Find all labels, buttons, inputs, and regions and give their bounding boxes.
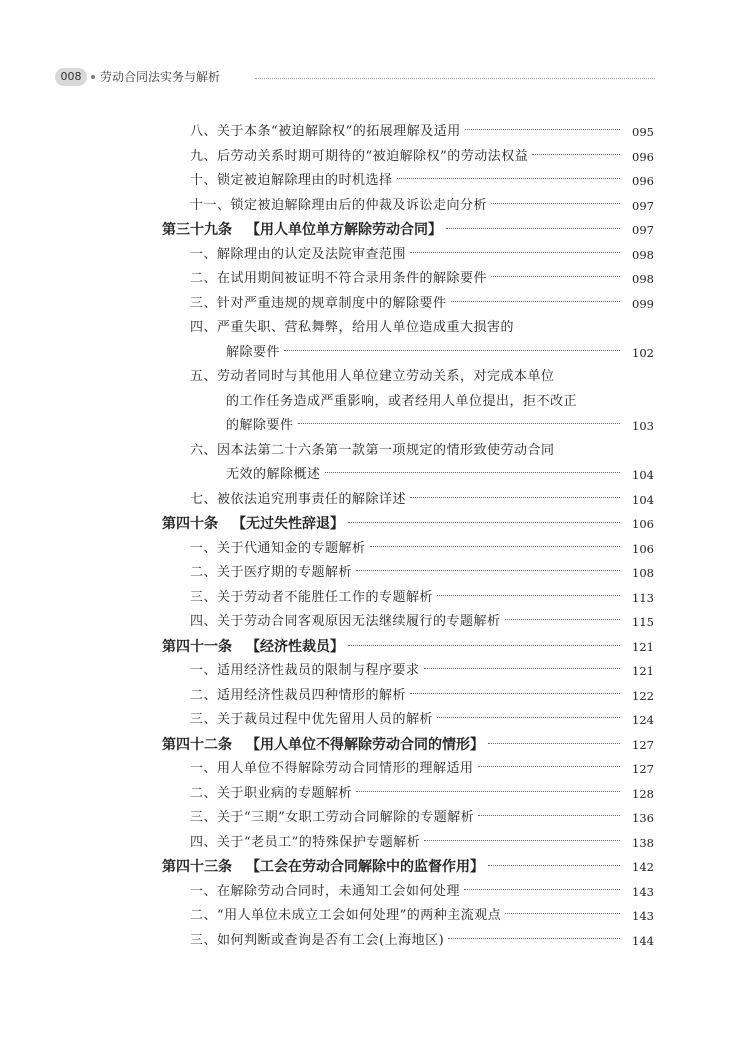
toc-section-entry[interactable] bbox=[0, 880, 654, 905]
header-bullet-icon bbox=[91, 75, 95, 79]
chapter-title: 【无过失性辞退】 bbox=[232, 516, 344, 532]
section-title: 六、因本法第二十六条第一款第一项规定的情形致使劳动合同 bbox=[190, 442, 555, 458]
page-ref: 127 bbox=[632, 762, 654, 776]
toc-section-entry[interactable] bbox=[0, 439, 624, 464]
page-ref: 113 bbox=[632, 590, 654, 605]
section-title: 四、严重失职、营私舞弊，给用人单位造成重大损害的 bbox=[190, 320, 515, 335]
toc-section-entry[interactable] bbox=[0, 757, 654, 782]
leader-dots bbox=[356, 791, 620, 792]
section-title: 四、关于劳动合同客观原因无法继续履行的专题解析 bbox=[190, 614, 501, 629]
leader-dots bbox=[491, 203, 620, 204]
section-title: 的解除要件 bbox=[226, 418, 294, 433]
page-ref: 104 bbox=[632, 468, 654, 482]
running-header bbox=[55, 66, 655, 90]
chapter-title: 【经济性裁员】 bbox=[246, 638, 344, 655]
toc-section-entry[interactable] bbox=[0, 365, 624, 390]
leader-dots bbox=[488, 865, 620, 866]
section-title: 十一、锁定被迫解除理由后的仲裁及诉讼走向分析 bbox=[190, 197, 488, 213]
leader-dots bbox=[437, 717, 620, 718]
page-ref: 096 bbox=[632, 149, 654, 164]
leader-dots bbox=[451, 301, 620, 302]
page-ref: 096 bbox=[632, 174, 654, 188]
page-ref: 108 bbox=[632, 566, 654, 580]
leader-dots bbox=[370, 546, 620, 547]
leader-dots bbox=[532, 154, 620, 155]
chapter-number: 第四十二条 bbox=[162, 736, 232, 753]
toc-section-entry[interactable] bbox=[0, 831, 654, 856]
header-divider bbox=[255, 78, 655, 79]
section-title: 的工作任务造成严重影响，或者经用人单位提出，拒不改正 bbox=[226, 393, 578, 409]
page-ref: 127 bbox=[632, 737, 654, 752]
toc-chapter-entry[interactable] bbox=[0, 733, 654, 758]
section-title: 五、劳动者同时与其他用人单位建立劳动关系，对完成本单位 bbox=[190, 369, 555, 384]
toc-section-continuation bbox=[0, 414, 654, 439]
page-ref: 115 bbox=[632, 615, 654, 629]
chapter-number: 第四十三条 bbox=[162, 859, 232, 875]
chapter-title: 【用人单位不得解除劳动合同的情形】 bbox=[246, 736, 484, 753]
section-title: 一、解除理由的认定及法院审查范围 bbox=[190, 246, 407, 262]
page-ref: 106 bbox=[632, 517, 654, 531]
leader-dots bbox=[446, 228, 620, 229]
section-title: 一、用人单位不得解除劳动合同情形的理解适用 bbox=[190, 761, 474, 776]
toc-section-entry[interactable] bbox=[0, 684, 654, 709]
section-title: 九、后劳动关系时期可期待的“被迫解除权”的劳动法权益 bbox=[190, 148, 529, 164]
toc-section-entry[interactable] bbox=[0, 267, 654, 292]
page-ref: 121 bbox=[632, 664, 654, 678]
leader-dots bbox=[465, 129, 620, 130]
leader-dots bbox=[284, 350, 620, 351]
section-title: 三、如何判断或查询是否有工会(上海地区) bbox=[190, 932, 445, 948]
toc-section-entry[interactable] bbox=[0, 659, 654, 684]
section-title: 七、被依法追究刑事责任的解除详述 bbox=[190, 491, 407, 507]
section-title: 三、关于裁员过程中优先留用人员的解析 bbox=[190, 712, 434, 727]
section-title: 三、针对严重违规的规章制度中的解除要件 bbox=[190, 295, 447, 311]
chapter-number: 第四十一条 bbox=[162, 638, 232, 655]
toc-chapter-entry[interactable] bbox=[0, 218, 654, 243]
section-title: 三、关于劳动者不能胜任工作的专题解析 bbox=[190, 589, 434, 605]
page-ref: 097 bbox=[632, 198, 654, 213]
section-title: 三、关于“三期”女职工劳动合同解除的专题解析 bbox=[190, 810, 475, 825]
page-ref: 122 bbox=[632, 688, 654, 703]
leader-dots bbox=[298, 423, 620, 424]
toc-section-entry[interactable] bbox=[0, 316, 624, 341]
page-ref: 102 bbox=[632, 345, 654, 360]
leader-dots bbox=[397, 178, 620, 179]
leader-dots bbox=[410, 693, 620, 694]
toc-section-continuation bbox=[0, 463, 654, 488]
toc-section-continuation bbox=[0, 341, 654, 366]
leader-dots bbox=[505, 913, 620, 914]
leader-dots bbox=[437, 595, 620, 596]
page-ref: 143 bbox=[632, 909, 654, 923]
toc-section-entry[interactable] bbox=[0, 194, 654, 219]
leader-dots bbox=[325, 472, 620, 473]
toc-section-entry[interactable] bbox=[0, 904, 654, 929]
book-title: 劳动合同法实务与解析 bbox=[100, 70, 221, 84]
table-of-contents bbox=[0, 120, 750, 953]
page-ref: 097 bbox=[632, 223, 654, 237]
toc-chapter-entry[interactable] bbox=[0, 855, 654, 880]
leader-dots bbox=[424, 668, 620, 669]
toc-section-entry[interactable] bbox=[0, 586, 654, 611]
section-title: 解除要件 bbox=[226, 344, 281, 360]
toc-section-entry[interactable] bbox=[0, 561, 654, 586]
leader-dots bbox=[348, 645, 620, 646]
chapter-title: 【用人单位单方解除劳动合同】 bbox=[246, 222, 442, 238]
section-title: 二、关于医疗期的专题解析 bbox=[190, 565, 353, 580]
toc-chapter-entry[interactable] bbox=[0, 512, 654, 537]
toc-section-entry[interactable] bbox=[0, 708, 654, 733]
section-title: 二、“用人单位未成立工会如何处理”的两种主流观点 bbox=[190, 908, 502, 923]
toc-section-entry[interactable] bbox=[0, 292, 654, 317]
section-title: 一、在解除劳动合同时，未通知工会如何处理 bbox=[190, 883, 461, 899]
leader-dots bbox=[348, 522, 620, 523]
leader-dots bbox=[478, 766, 620, 767]
section-title: 八、关于本条“被迫解除权”的拓展理解及适用 bbox=[190, 124, 461, 139]
chapter-number: 第四十条 bbox=[162, 516, 218, 532]
page-ref: 143 bbox=[632, 884, 654, 899]
toc-section-continuation bbox=[0, 390, 624, 415]
leader-dots bbox=[410, 497, 620, 498]
toc-section-entry[interactable] bbox=[0, 169, 654, 194]
page-ref: 098 bbox=[632, 272, 654, 286]
leader-dots bbox=[478, 815, 620, 816]
page-ref: 144 bbox=[632, 933, 654, 948]
chapter-number: 第三十九条 bbox=[162, 222, 232, 238]
toc-section-entry[interactable] bbox=[0, 243, 654, 268]
page-ref: 142 bbox=[632, 860, 654, 874]
leader-dots bbox=[448, 938, 620, 939]
section-title: 二、适用经济性裁员四种情形的解析 bbox=[190, 687, 407, 703]
page-ref: 095 bbox=[632, 125, 654, 139]
page-ref: 106 bbox=[632, 541, 654, 556]
page-ref: 138 bbox=[632, 835, 654, 850]
leader-dots bbox=[505, 619, 620, 620]
leader-dots bbox=[464, 889, 620, 890]
section-title: 一、关于代通知金的专题解析 bbox=[190, 540, 366, 556]
toc-section-entry[interactable] bbox=[0, 782, 654, 807]
toc-section-entry[interactable] bbox=[0, 488, 654, 513]
leader-dots bbox=[410, 252, 620, 253]
section-title: 二、关于职业病的专题解析 bbox=[190, 785, 353, 801]
page-ref: 136 bbox=[632, 811, 654, 825]
section-title: 十、锁定被迫解除理由的时机选择 bbox=[190, 173, 393, 188]
leader-dots bbox=[356, 570, 620, 571]
page-ref: 121 bbox=[632, 639, 654, 654]
section-title: 无效的解除概述 bbox=[226, 467, 321, 482]
page-ref: 104 bbox=[632, 492, 654, 507]
leader-dots bbox=[491, 276, 620, 277]
chapter-title: 【工会在劳动合同解除中的监督作用】 bbox=[246, 859, 484, 875]
leader-dots bbox=[424, 840, 620, 841]
page-ref: 103 bbox=[632, 419, 654, 433]
toc-section-entry[interactable] bbox=[0, 610, 654, 635]
leader-dots bbox=[488, 743, 620, 744]
toc-section-entry[interactable] bbox=[0, 120, 654, 145]
section-title: 二、在试用期间被证明不符合录用条件的解除要件 bbox=[190, 271, 488, 286]
toc-section-entry[interactable] bbox=[0, 537, 654, 562]
page-ref: 124 bbox=[632, 713, 654, 727]
toc-section-entry[interactable] bbox=[0, 929, 654, 954]
page-ref: 098 bbox=[632, 247, 654, 262]
toc-section-entry[interactable] bbox=[0, 145, 654, 170]
toc-chapter-entry[interactable] bbox=[0, 635, 654, 660]
section-title: 四、关于“老员工”的特殊保护专题解析 bbox=[190, 834, 421, 850]
page-ref: 099 bbox=[632, 296, 654, 311]
page-ref: 128 bbox=[632, 786, 654, 801]
toc-section-entry[interactable] bbox=[0, 806, 654, 831]
section-title: 一、适用经济性裁员的限制与程序要求 bbox=[190, 663, 420, 678]
page-number: 008 bbox=[55, 68, 87, 86]
